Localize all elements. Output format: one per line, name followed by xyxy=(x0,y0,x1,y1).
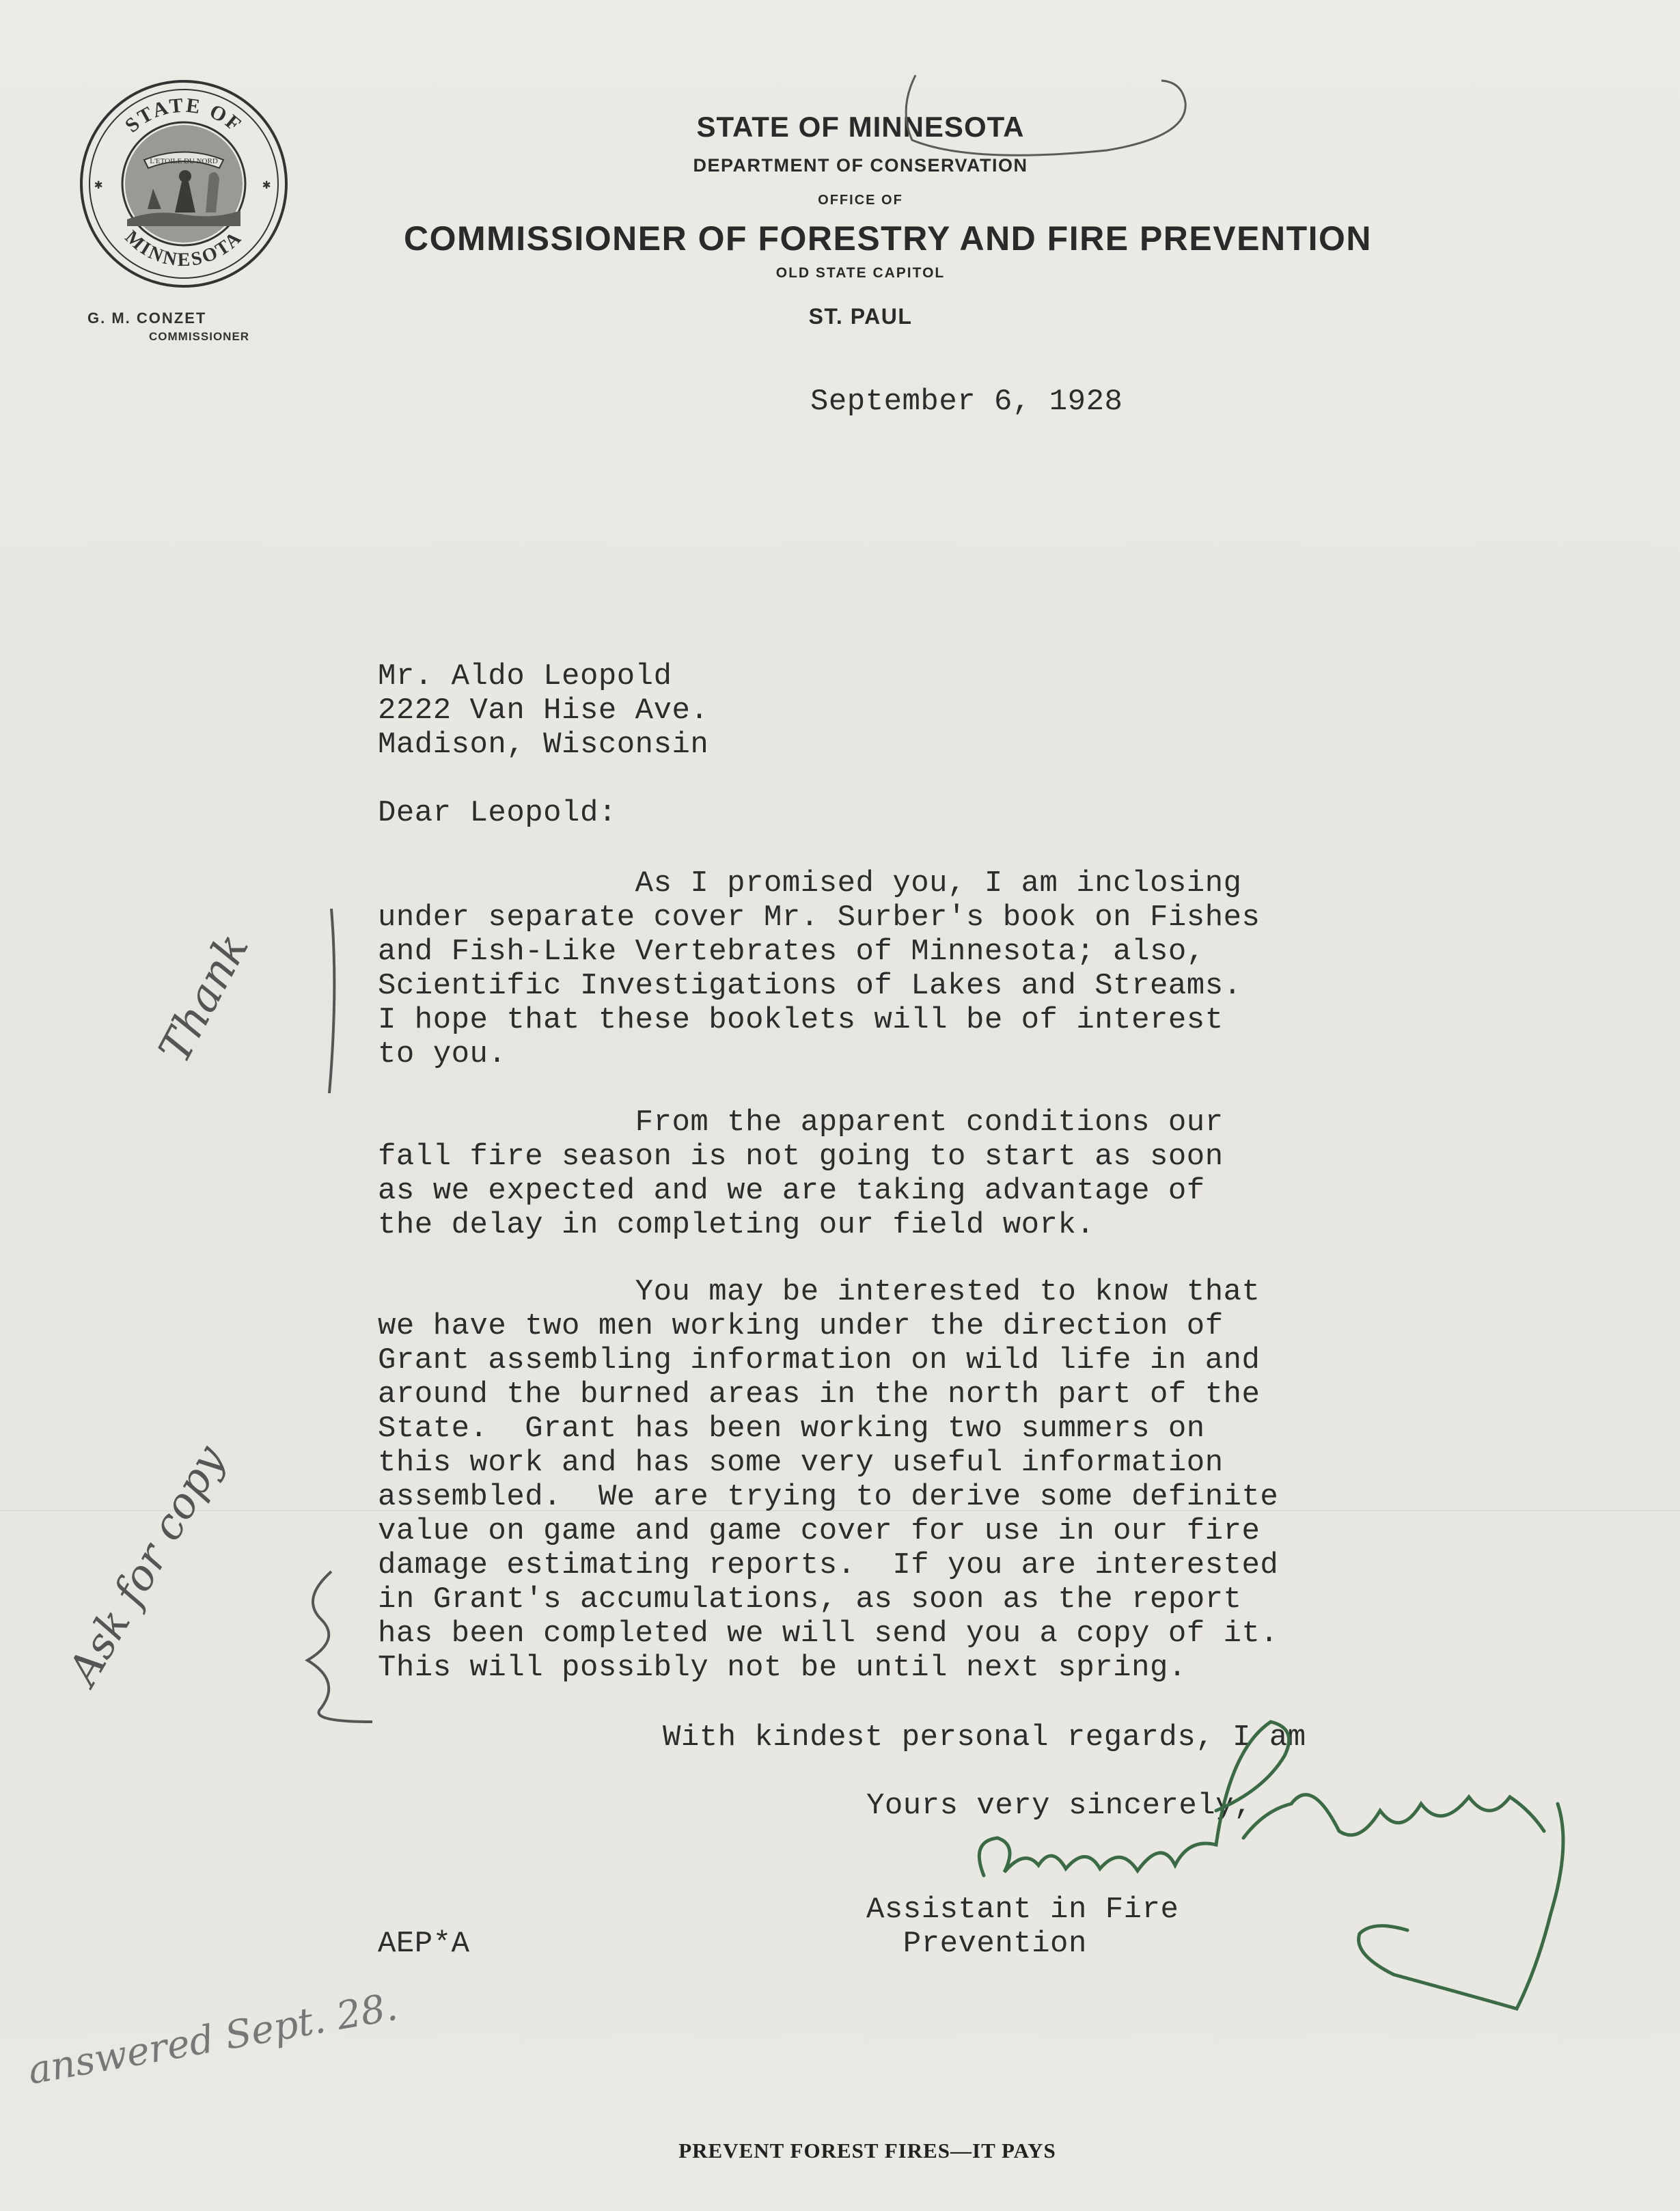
salutation: Dear Leopold: xyxy=(378,796,617,830)
valediction: Yours very sincerely, xyxy=(866,1789,1252,1823)
address-line-street: 2222 Van Hise Ave. xyxy=(378,693,709,728)
letterhead-city: ST. PAUL xyxy=(808,304,913,329)
answered-note-text: answered Sept. 28. xyxy=(25,1984,401,2093)
margin-note-thank-text: Thank xyxy=(149,925,259,1071)
letterhead-state: STATE OF MINNESOTA xyxy=(696,111,1025,143)
svg-text:✱: ✱ xyxy=(94,178,103,193)
body-paragraph-1: As I promised you, I am inclosing under separate cover Mr. Surber's book on Fishes and Fish-Like Vertebrates of Minnesota; also, Scientific Investigations of Lakes and Streams. I hope that these booklets will be of interest to you. xyxy=(378,866,1261,1071)
svg-text:✱: ✱ xyxy=(262,178,271,193)
seal-text-top: STATE OF xyxy=(120,94,247,137)
margin-note-ask-text: Ask for copy xyxy=(57,1437,235,1693)
letter-date: September 6, 1928 xyxy=(810,385,1123,419)
letterhead-building: OLD STATE CAPITOL xyxy=(775,265,946,281)
letterhead-office-title: COMMISSIONER OF FORESTRY AND FIRE PREVENTION xyxy=(403,219,1373,258)
seal-text-bottom: MINNESOTA xyxy=(120,226,247,271)
commissioner-name: G. M. CONZET xyxy=(87,310,207,327)
body-paragraph-2: From the apparent conditions our fall fire season is not going to start as soon as we expected and we are taking advantage of the delay in completing our field work. xyxy=(378,1106,1224,1242)
closing-line: With kindest personal regards, I am xyxy=(663,1720,1306,1755)
letterhead-department: DEPARTMENT OF CONSERVATION xyxy=(693,155,1028,176)
letterhead-office-of: OFFICE OF xyxy=(818,193,903,208)
commissioner-title: COMMISSIONER xyxy=(149,330,250,343)
seal-ribbon-text: L'ETOILE DU NORD xyxy=(150,157,218,165)
address-line-name: Mr. Aldo Leopold xyxy=(378,659,672,693)
address-line-city: Madison, Wisconsin xyxy=(378,728,709,762)
body-paragraph-3: You may be interested to know that we have two men working under the direction of Grant assembling information on wild life in and around the burned areas in the north part of the State. Grant has been working two summers on this work and has some very useful information assembled. We are trying to derive some definite value on game and game cover for use in our fire damage estimating reports. If you are interested in Grant's accumulations, as soon as the report has been completed we will send you a copy of it. This will possibly not be until next spring. xyxy=(378,1275,1279,1685)
reference-initials: AEP*A xyxy=(378,1927,470,1961)
footer-slogan: PREVENT FOREST FIRES—IT PAYS xyxy=(678,2139,1056,2162)
signer-title: Assistant in Fire Prevention xyxy=(866,1893,1179,1961)
recipient-address xyxy=(378,659,708,762)
